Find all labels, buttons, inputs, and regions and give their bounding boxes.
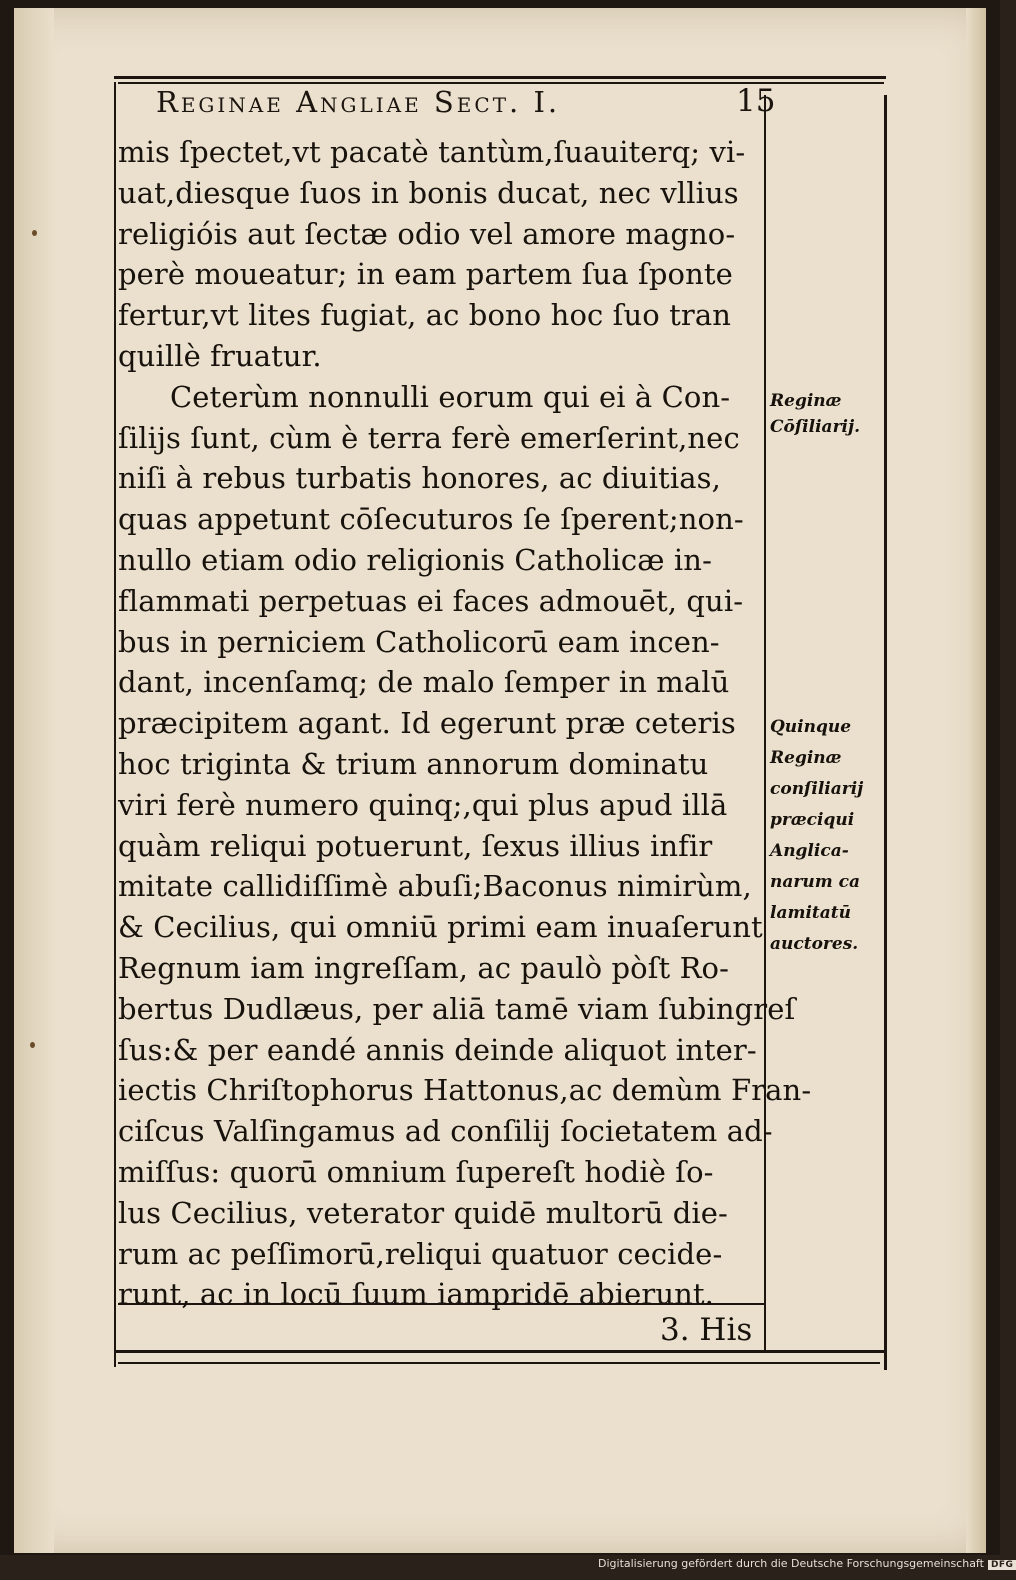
text-line: uat,diesque ſuos in bonis ducat, nec vllius bbox=[118, 175, 739, 210]
text-line: viri ferè numero quinq;,qui plus apud illā bbox=[118, 787, 728, 822]
text-line: mitate callidiſſimè abuſi;Baconus nimirùm, bbox=[118, 869, 752, 904]
note-line: Anglica- bbox=[770, 841, 849, 861]
credit-text: Digitalisierung gefördert durch die Deutsche Forschungsgemeinschaft bbox=[598, 1557, 984, 1570]
note-line: lamitatū bbox=[770, 903, 851, 923]
text-line: ciſcus Valſingamus ad conſilij ſocietatem ad- bbox=[118, 1114, 773, 1149]
catchword: 3. His bbox=[660, 1312, 753, 1348]
text-line: iectis Chriſtophorus Hattonus,ac demùm Fran- bbox=[118, 1073, 812, 1108]
stain bbox=[32, 230, 37, 236]
note-line: auctores. bbox=[770, 934, 859, 954]
running-head: Reginae Angliae Sect. I. bbox=[156, 85, 561, 119]
page-number: 15 bbox=[736, 83, 776, 119]
margin-note-quinque bbox=[770, 712, 890, 960]
text-line: miſſus: quorū omnium ſupereſt hodiè ſo- bbox=[118, 1154, 714, 1189]
text-line: mis ſpectet,vt pacatè tantùm,ſuauiterq; vi- bbox=[118, 135, 746, 169]
text-line: & Cecilius, qui omniū primi eam inuaſerunt bbox=[118, 910, 763, 945]
note-line: Quinque bbox=[770, 717, 852, 737]
text-line: ſilijs ſunt, cùm è terra ferè emerſerint,nec bbox=[118, 420, 740, 455]
margin-note-consiliarii bbox=[770, 388, 890, 440]
text-line: perè moueatur; in eam partem ſua ſponte bbox=[118, 257, 733, 292]
text-line: nullo etiam odio religionis Catholicæ in- bbox=[118, 542, 712, 577]
text-line: niſi à rebus turbatis honores, ac diuitias, bbox=[118, 461, 721, 496]
text-line: religióis aut ſectæ odio vel amore magno- bbox=[118, 216, 736, 251]
text-line: quillè fruatur. bbox=[118, 338, 322, 373]
note-line: Reginæ bbox=[770, 391, 842, 411]
top-rule bbox=[114, 76, 886, 79]
page-gutter bbox=[14, 8, 54, 1553]
note-line: Reginæ bbox=[770, 748, 842, 768]
text-line: fertur,vt lites fugiat, ac bono hoc ſuo tran bbox=[118, 298, 732, 333]
note-line: præciqui bbox=[770, 810, 855, 830]
stain bbox=[30, 1042, 35, 1048]
text-line: quàm reliqui potuerunt, ſexus illius infir bbox=[118, 828, 713, 863]
digitization-credit bbox=[598, 1557, 1016, 1570]
note-line: conſiliarij bbox=[770, 779, 864, 799]
bottom-frame-rule-outer bbox=[118, 1362, 880, 1364]
page-edge bbox=[966, 8, 986, 1553]
text-line: Ceterùm nonnulli eorum qui ei à Con- bbox=[170, 379, 731, 414]
text-line: quas appetunt cōſecuturos ſe ſperent;non- bbox=[118, 502, 744, 537]
text-line: præcipitem agant. Id egerunt præ ceteris bbox=[118, 706, 736, 741]
note-line: narum ca bbox=[770, 872, 860, 892]
text-line: bertus Dudlæus, per aliā tamē viam ſubingreſ bbox=[118, 991, 796, 1026]
text-line: Regnum iam ingreſſam, ac paulò pòſt Ro- bbox=[118, 950, 730, 985]
note-line: Cōſiliarij. bbox=[770, 417, 861, 437]
text-line: lus Cecilius, veterator quidē multorū die- bbox=[118, 1195, 728, 1230]
text-line: dant, incenſamq; de malo ſemper in malū bbox=[118, 665, 730, 700]
text-line: ſus:& per eandé annis deinde aliquot inter- bbox=[118, 1032, 757, 1067]
text-line: rum ac peſſimorū,reliqui quatuor cecide- bbox=[118, 1236, 723, 1271]
text-line: bus in perniciem Catholicorū eam incen- bbox=[118, 624, 720, 659]
text-line: flammati perpetuas ei faces admouēt, qui- bbox=[118, 583, 744, 618]
text-line: runt, ac in locū ſuum iampridē abierunt. bbox=[118, 1277, 714, 1312]
dfg-logo: DFG bbox=[988, 1560, 1016, 1570]
text-line: hoc triginta & trium annorum dominatu bbox=[118, 746, 709, 781]
left-frame-rule bbox=[114, 82, 116, 1367]
bottom-frame-rule bbox=[114, 1350, 886, 1353]
